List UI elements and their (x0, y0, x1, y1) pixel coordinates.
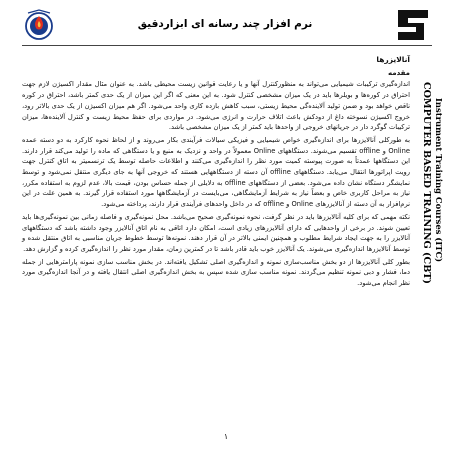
side-course-title (412, 80, 442, 400)
corporate-logo-icon (394, 6, 432, 44)
paragraph: بطور کلی آنالایزرها از دو بخش مناسب‌سازی نمونه و اندازه‌گیری اصلی تشکیل یافته‌اند. در بخش مناسب سازی نمونه پارامترهایی از جمله دما، فشار و دبی نمونه تنظیم می‌گردند. نمونه مناسب سازی شده سپس به بخش اندازه‌گیری اصلی انتقال یافته و در آنجا اندازه‌گیری مورد نظر انجام می‌شود. (22, 257, 410, 288)
document-body (22, 55, 410, 291)
side-title-line2: Instrument Training Courses (ITC) (434, 98, 444, 263)
paragraph: به طورکلی آنالایزرها برای اندازه‌گیری خواص شیمیایی و فیزیکی سیالات فرآیندی بکار می‌روند و از لحاظ نحوه کارکرد به دو دسته عمده Online و offline تقسیم می‌شوند. دستگاههای Online معمولاً در واحد و نزدیک به منبع و یا دستگاهی که ماده را تولید می‌کند قرار دارند. این دستگاهها عمدتاً به صورت پیوسته کمیت مورد نظر را اندازه‌گیری می‌کنند و اطلاعات حاصله توسط یک ترنسمیتر به اتاق کنترل جهت رویت اپراتورها انتقال می‌یابد. دستگاههای offline آن دسته از دستگاههایی هستند که خروجی آنها به جای دیگری منتقل نمی‌شود و توسط نمایشگر دستگاه نشان داده می‌شود. بعضی از دستگاههای offline به دلایلی از جمله حساس بودن، قیمت بالا، عدم لزوم به استفاده مکرر، نیاز به مراحل کاربری خاص و بعضاً نیاز به شرایط آزمایشگاهی، می‌بایست در آزمایشگاهها مورد استفاده قرار گیرند. به همین علت در این نرم‌افزار به آن دسته از آنالایزرهای Online و offline که در داخل واحدهای فرآیندی قرار دارند، پرداخته می‌شود. (22, 135, 410, 209)
flame-emblem-icon (22, 8, 56, 42)
section-subheading: مقدمه (388, 68, 410, 77)
page-header (22, 6, 432, 44)
side-title-line1: COMPUTER BASED TRAINING (CBT) (421, 82, 432, 284)
document-title: نرم افزار چند رسانه ای ابزاردقیق (137, 18, 313, 30)
paragraph: نکته مهمی که برای کلیه آنالایزرها باید در نظر گرفت، نحوه نمونه‌گیری صحیح می‌باشد. محل نمونه‌گیری و فاصله زمانی بین نمونه‌گیری‌ها باید تعیین شوند. در برخی از واحدهایی که دارای آنالایزرهای زیادی است، امکان دارد اتاقی به نام اتاق آنالایزر وجود داشته باشد که دستگاههای آنالایزر را به جهت ایجاد شرایط مطلوب و همچنین ایمنی بالاتر در آن قرار دهند. نمونه‌ها توسط خطوط جریان مناسبی به اتاق منتقل شده و توسط آنالایزرها اندازه‌گیری می‌شوند. یک آنالایزر خوب باید قادر باشد تا در کمترین زمان، مقدار مورد نظر را اندازه‌گیری کرده و گزارش دهد. (22, 212, 410, 253)
paragraph: اندازه‌گیری ترکیبات شیمیایی می‌تواند به منظورکنترل آنها و یا رعایت قوانین زیست محیطی باشد. به عنوان مثال مقدار اکسیژن لازم جهت احتراق در کوره‌ها و بویلرها باید در یک میزان مشخصی کنترل شود. به این معنی که اگر این میزان از یک حدی کمتر باشد، احتراق در کوره ناقص خواهد بود و ضمن تولید آلاینده‌گی محیط زیستی، سبب کاهش بازده کاری واحد می‌شود. اگر هم میزان اکسیژن از یک حدی بالاتر رود، خروج اکسیژن نسوخته داغ از دودکش باعث اتلاف حرارت و انرژی می‌شود. در مواردی برای حفظ محیط زیست و کنترل آلاینده‌ها، میزان ترکیبات گوگرد دار در جریانهای خروجی از واحدها باید کمتر از یک میزان مشخصی باشد. (22, 80, 410, 132)
header-divider (22, 45, 432, 46)
section-heading: آنالایزرها (376, 55, 410, 64)
page-number: ۱ (223, 432, 229, 441)
